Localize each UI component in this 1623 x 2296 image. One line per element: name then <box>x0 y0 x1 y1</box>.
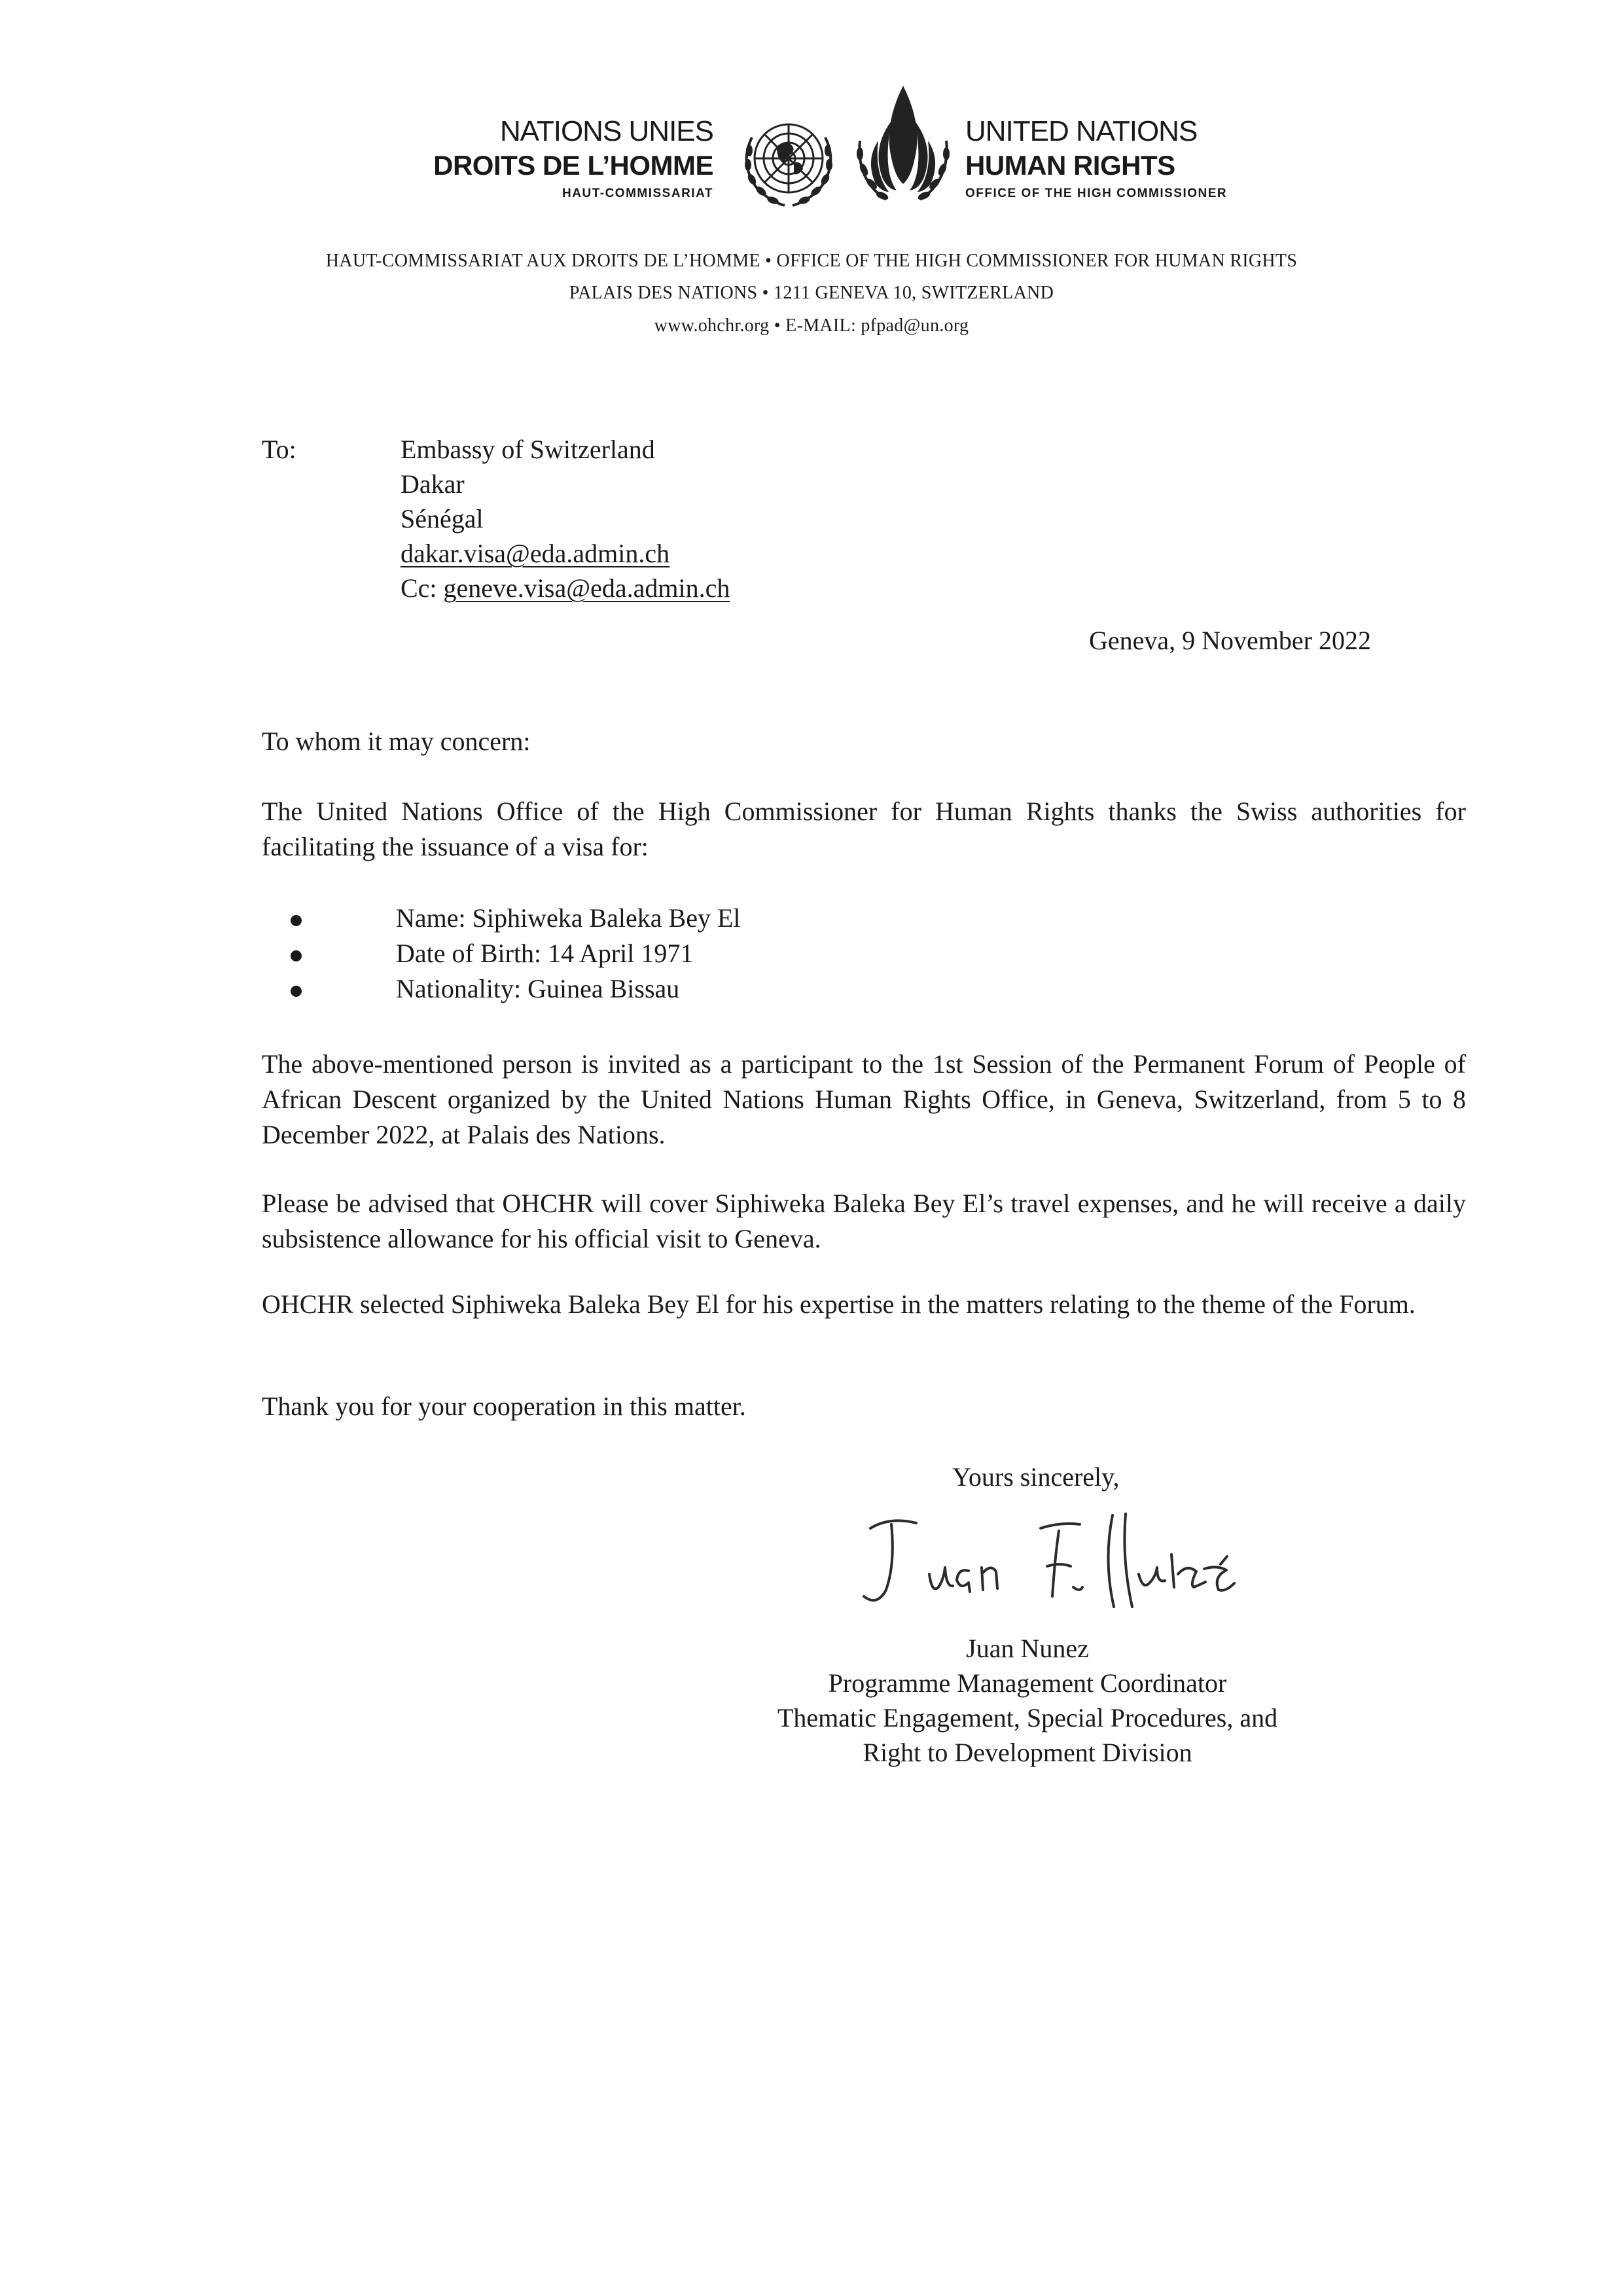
office-address-line2: PALAIS DES NATIONS • 1211 GENEVA 10, SWITZERLAND <box>569 283 1054 303</box>
un-emblem-icon <box>736 111 841 216</box>
letterhead-english <box>965 115 1227 205</box>
paragraph-expenses: Please be advised that OHCHR will cover Siphiweka Baleka Bey El’s travel expenses, and he will receive a daily subsistence allowance for his official visit to Geneva. <box>262 1189 1466 1253</box>
applicant-nationality: Nationality: Guinea Bissau <box>396 974 680 1003</box>
paragraph-expertise: OHCHR selected Siphiweka Baleka Bey El for his expertise in the matters relating to the theme of the Forum. <box>262 1289 1416 1319</box>
cc-label: Cc: <box>401 573 444 603</box>
signatory-division-line2: Right to Development Division <box>863 1738 1192 1767</box>
letterhead-french-line3: HAUT-COMMISSARIAT <box>562 187 713 200</box>
recipient-label: To: <box>262 435 296 464</box>
letterhead-english-line3: OFFICE OF THE HIGH COMMISSIONER <box>965 187 1228 200</box>
applicant-date-of-birth: Date of Birth: 14 April 1971 <box>396 939 694 968</box>
salutation: To whom it may concern: <box>262 726 531 756</box>
recipient-email-link[interactable]: dakar.visa@eda.admin.ch <box>401 539 670 568</box>
signatory-block <box>720 1631 1335 1770</box>
letterhead-english-line1: UNITED NATIONS <box>965 115 1198 147</box>
recipient-line1: Embassy of Switzerland <box>401 435 655 464</box>
handwritten-signature <box>851 1502 1257 1620</box>
letterhead-english-line2: HUMAN RIGHTS <box>965 150 1175 181</box>
bullet-icon <box>291 950 302 961</box>
letterhead-french-line2: DROITS DE L’HOMME <box>433 150 713 181</box>
closing: Yours sincerely, <box>952 1462 1120 1492</box>
letter-date: Geneva, 9 November 2022 <box>1089 626 1371 655</box>
recipient-line2: Dakar <box>401 469 465 499</box>
office-contact-line: www.ohchr.org • E-MAIL: pfpad@un.org <box>654 315 969 336</box>
paragraph-invitation: The above-mentioned person is invited as a participant to the 1st Session of the Permanent Forum of People of African Descent organized by the United Nations Human Rights Office, in Geneva, Switzerland, from 5 to 8 December 2022, at Palais des Nations. <box>262 1049 1466 1149</box>
office-address-line1: HAUT-COMMISSARIAT AUX DROITS DE L’HOMME • OFFICE OF THE HIGH COMMISSIONER FOR HUMAN RIGHTS <box>325 251 1298 271</box>
recipient-line3: Sénégal <box>401 504 484 533</box>
recipient-block <box>401 432 730 605</box>
letterhead-french <box>433 115 713 205</box>
paragraph-intro: The United Nations Office of the High Commissioner for Human Rights thanks the Swiss authorities for facilitating the issuance of a visa for: <box>262 797 1466 861</box>
letterhead-french-line1: NATIONS UNIES <box>499 115 713 147</box>
bullet-icon <box>291 915 302 926</box>
human-rights-flame-logo-icon <box>851 82 955 213</box>
bullet-icon <box>291 986 302 997</box>
cc-email-link[interactable]: geneve.visa@eda.admin.ch <box>443 573 730 603</box>
signatory-name: Juan Nunez <box>966 1634 1089 1663</box>
paragraph-thanks: Thank you for your cooperation in this matter. <box>262 1391 746 1421</box>
applicant-name: Name: Siphiweka Baleka Bey El <box>396 903 741 933</box>
signatory-division-line1: Thematic Engagement, Special Procedures, and <box>777 1703 1278 1732</box>
signatory-title: Programme Management Coordinator <box>828 1668 1227 1698</box>
